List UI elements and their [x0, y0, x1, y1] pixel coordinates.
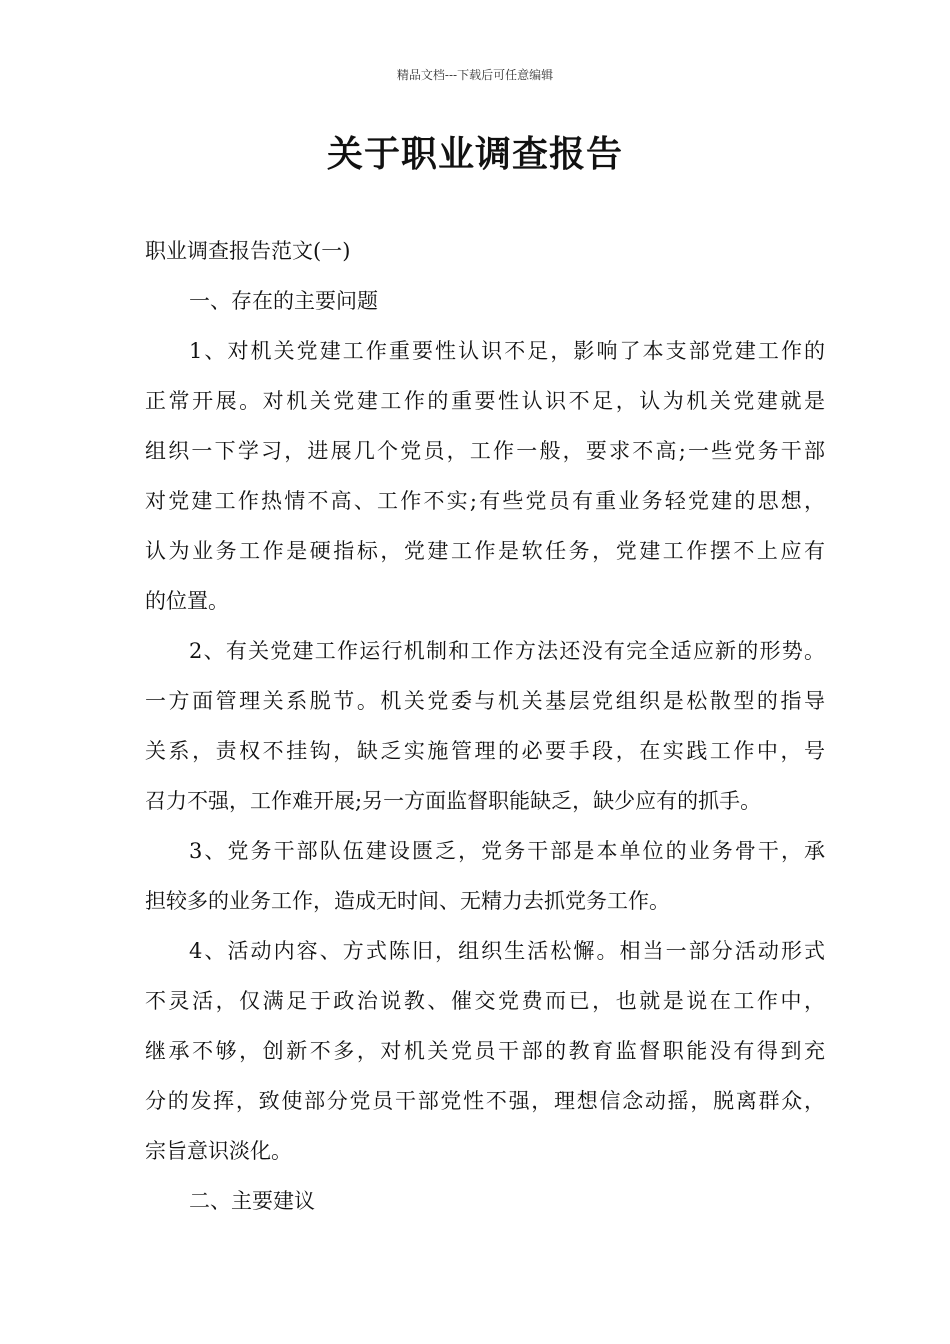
- section-heading-2: 二、主要建议: [189, 1189, 315, 1213]
- paragraph-line: 召力不强，工作难开展;另一方面监督职能缺乏，缺少应有的抓手。: [145, 789, 762, 813]
- paragraph-line: 认为业务工作是硬指标，党建工作是软任务，党建工作摆不上应有: [145, 539, 825, 563]
- paragraph-line: 正常开展。对机关党建工作的重要性认识不足，认为机关党建就是: [145, 389, 825, 413]
- paragraph-line: 不灵活，仅满足于政治说教、催交党费而已，也就是说在工作中，: [145, 989, 825, 1013]
- document-body: [145, 226, 825, 1226]
- paragraph-line: 关系，责权不挂钩，缺乏实施管理的必要手段，在实践工作中，号: [145, 739, 825, 763]
- paragraph-line: 继承不够，创新不多，对机关党员干部的教育监督职能没有得到充: [145, 1039, 825, 1063]
- paragraph-line: 3、党务干部队伍建设匮乏，党务干部是本单位的业务骨干，承: [189, 839, 825, 863]
- section-subtitle: 职业调查报告范文(一): [145, 239, 351, 263]
- paragraph-line: 宗旨意识淡化。: [145, 1139, 292, 1163]
- document-title: 关于职业调查报告: [326, 134, 623, 175]
- paragraph-line: 对党建工作热情不高、工作不实;有些党员有重业务轻党建的思想，: [145, 489, 825, 513]
- paragraph-line: 分的发挥，致使部分党员干部党性不强，理想信念动摇，脱离群众，: [145, 1089, 825, 1113]
- section-heading-1: 一、存在的主要问题: [189, 289, 378, 313]
- paragraph-line: 担较多的业务工作，造成无时间、无精力去抓党务工作。: [145, 889, 670, 913]
- paragraph-line: 2、有关党建工作运行机制和工作方法还没有完全适应新的形势。: [189, 639, 825, 663]
- paragraph-line: 4、活动内容、方式陈旧，组织生活松懈。相当一部分活动形式: [189, 939, 825, 963]
- paragraph-line: 的位置。: [145, 589, 229, 613]
- paragraph-line: 组织一下学习，进展几个党员，工作一般，要求不高;一些党务干部: [145, 439, 825, 463]
- paragraph-line: 一方面管理关系脱节。机关党委与机关基层党组织是松散型的指导: [145, 689, 825, 713]
- header-note: 精品文档---下载后可任意编辑: [396, 68, 554, 82]
- paragraph-line: 1、对机关党建工作重要性认识不足，影响了本支部党建工作的: [189, 339, 825, 363]
